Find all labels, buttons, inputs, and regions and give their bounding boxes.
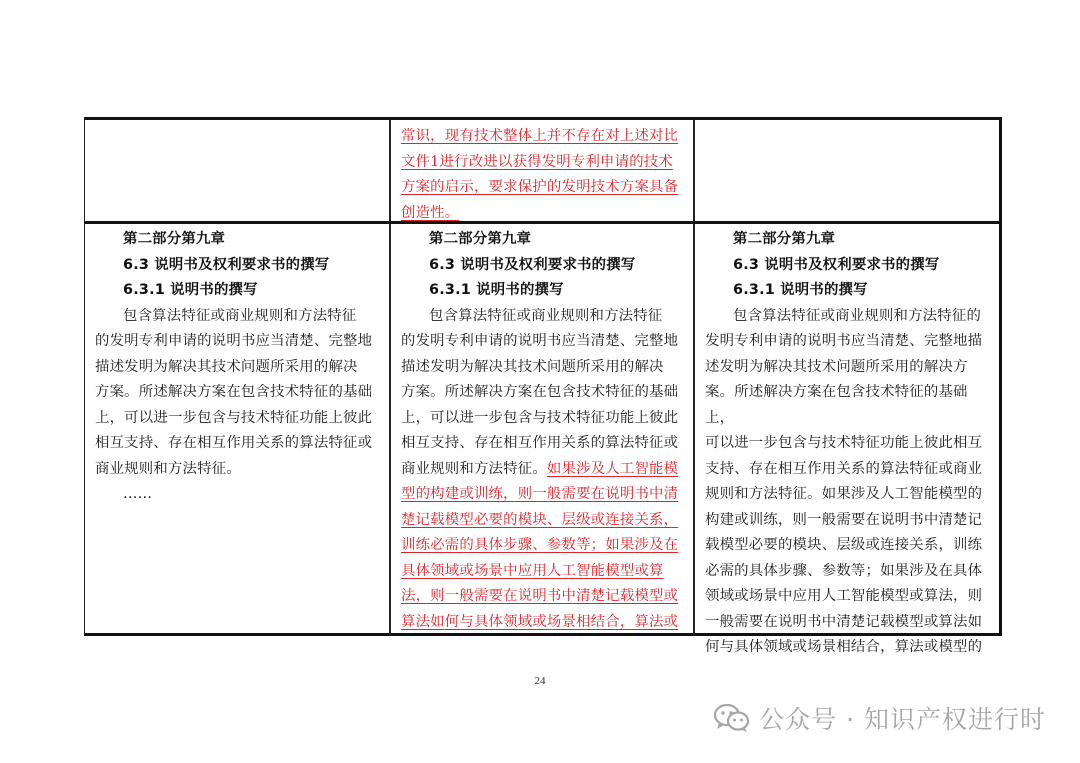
body-line: 载模型必要的模块、层级或连接关系，训练 <box>705 537 983 553</box>
top-cell-col3 <box>695 120 1000 221</box>
body-line: 述发明为解决其技术问题所采用的解决方 <box>705 358 968 375</box>
subsection-heading: 6.3.1 说明书的撰写 <box>429 282 564 298</box>
table-row-top <box>85 120 999 224</box>
body-line: 包含算法特征或商业规则和方法特征的 <box>733 307 982 324</box>
chapter-heading: 第二部分第九章 <box>429 231 532 247</box>
body-line: 案。所述解决方案在包含技术特征的基础上， <box>705 384 968 426</box>
revision-line: 楚记载模型必要的模块、层级或连接关系， <box>401 511 679 528</box>
bottom-cell-col3 <box>695 224 1000 655</box>
chapter-heading: 第二部分第九章 <box>733 231 836 247</box>
ellipsis: …… <box>123 486 153 502</box>
revision-line: 具体领域或场景中应用人工智能模型或算 <box>401 562 664 579</box>
top-cell-col2 <box>391 120 693 221</box>
watermark <box>713 700 1046 736</box>
subsection-heading: 6.3.1 说明书的撰写 <box>123 282 258 298</box>
body-line: 上，可以进一步包含与技术特征功能上彼此 <box>95 409 373 426</box>
body-line: 何与具体领域或场景相结合，算法或模型的 <box>705 639 983 655</box>
section-heading: 6.3 说明书及权利要求书的撰写 <box>733 256 940 273</box>
revision-line: 常识，现有技术整体上并不存在对上述对比 <box>401 128 679 144</box>
body-line: 领域或场景中应用人工智能模型或算法，则 <box>705 588 983 604</box>
revision-line: 文件1进行改进以获得发明专利申请的技术 <box>401 153 673 170</box>
body-line: 构建或训练，则一般需要在说明书中清楚记 <box>705 511 983 528</box>
body-line: 包含算法特征或商业规则和方法特征 <box>429 307 663 324</box>
body-line: 支持、存在相互作用关系的算法特征或商业 <box>705 460 983 477</box>
revision-line: 方案的启示，要求保护的发明技术方案具备 <box>401 179 679 195</box>
body-line: 必需的具体步骤、参数等；如果涉及在具体 <box>705 562 983 579</box>
revision-line: 法，则一般需要在说明书中清楚记载模型或 <box>401 588 679 604</box>
wechat-icon <box>713 702 751 734</box>
body-line: 方案。所述解决方案在包含技术特征的基础 <box>401 384 679 400</box>
mixed-line <box>401 457 689 483</box>
revision-line: 型的构建或训练，则一般需要在说明书中清 <box>401 486 679 502</box>
body-line: 可以进一步包含与技术特征功能上彼此相互 <box>705 435 983 451</box>
revision-line: 算法如何与具体领域或场景相结合，算法或 <box>401 613 679 630</box>
body-line: 相互支持、存在相互作用关系的算法特征或 <box>95 435 373 451</box>
table-row-bottom <box>85 224 999 655</box>
section-heading: 6.3 说明书及权利要求书的撰写 <box>429 256 636 273</box>
body-line: 上，可以进一步包含与技术特征功能上彼此 <box>401 409 679 426</box>
body-line: 描述发明为解决其技术问题所采用的解决 <box>401 358 664 375</box>
top-cell-col1 <box>85 120 389 221</box>
comparison-table <box>84 117 1002 655</box>
watermark-text: 公众号 · 知识产权进行时 <box>759 705 1046 734</box>
body-line: 的发明专利申请的说明书应当清楚、完整地 <box>401 333 679 349</box>
subsection-heading: 6.3.1 说明书的撰写 <box>733 282 868 298</box>
plain-text: 商业规则和方法特征。 <box>401 460 547 477</box>
section-heading: 6.3 说明书及权利要求书的撰写 <box>123 256 330 273</box>
bottom-cell-col1 <box>85 224 389 636</box>
revision-text: 如果涉及人工智能模 <box>546 460 679 477</box>
revision-line: 创造性。 <box>401 204 460 221</box>
body-line: 规则和方法特征。如果涉及人工智能模型的 <box>705 486 983 502</box>
body-line: 描述发明为解决其技术问题所采用的解决 <box>95 358 358 375</box>
body-line: 方案。所述解决方案在包含技术特征的基础 <box>95 384 373 400</box>
body-line: 一般需要在说明书中清楚记载模型或算法如 <box>705 613 983 630</box>
body-line: 包含算法特征或商业规则和方法特征 <box>123 307 357 324</box>
body-line: 商业规则和方法特征。 <box>95 460 241 477</box>
body-line: 发明专利申请的说明书应当清楚、完整地描 <box>705 333 983 349</box>
body-line: 相互支持、存在相互作用关系的算法特征或 <box>401 435 679 451</box>
bottom-cell-col2 <box>391 224 693 636</box>
body-line: 的发明专利申请的说明书应当清楚、完整地 <box>95 333 373 349</box>
revision-line: 训练必需的具体步骤、参数等；如果涉及在 <box>401 537 679 553</box>
chapter-heading: 第二部分第九章 <box>123 231 226 247</box>
page-number: 24 <box>534 675 546 687</box>
